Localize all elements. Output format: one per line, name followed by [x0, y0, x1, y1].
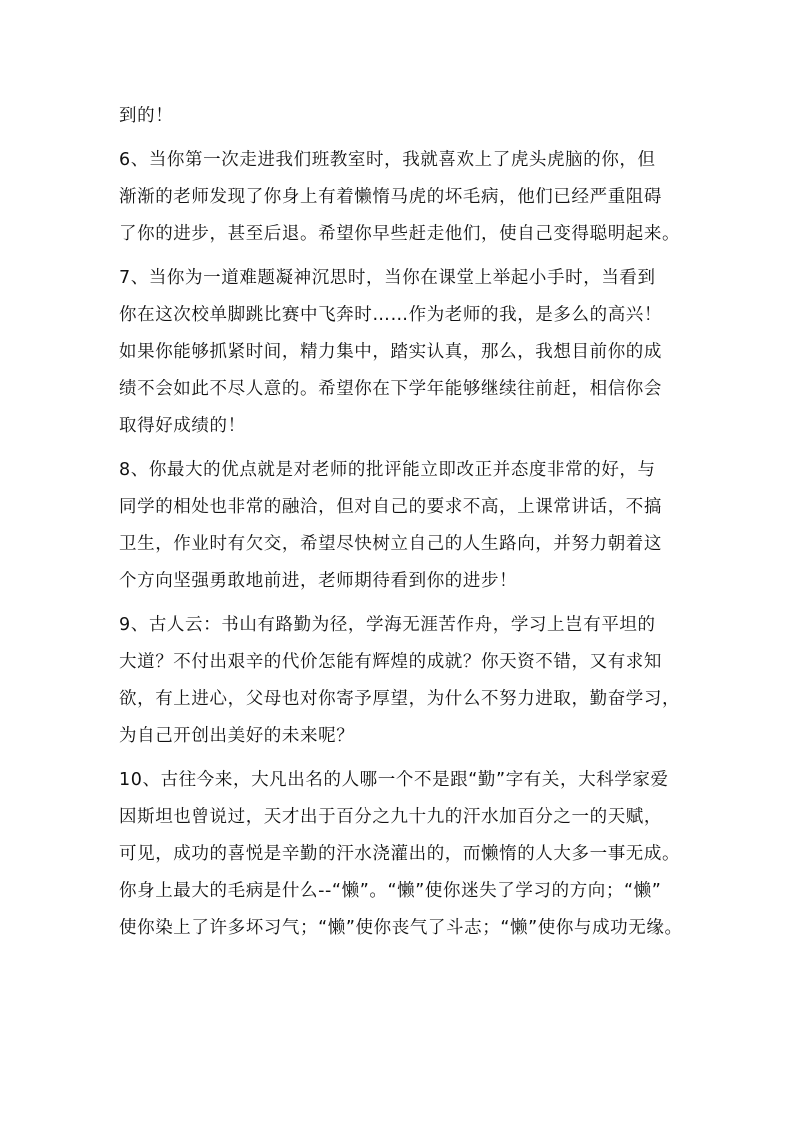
text-line: 取得好成绩的！: [119, 416, 246, 436]
text-line: 使你染上了许多坏习气；“懒”使你丧气了斗志；“懒”使你与成功无缘。: [119, 918, 683, 938]
text-line: 8、你最大的优点就是对老师的批评能立即改正并态度非常的好，与: [119, 460, 656, 480]
text-line: 了你的进步，甚至后退。希望你早些赶走他们，使自己变得聪明起来。: [119, 224, 681, 244]
text-line: 到的！: [119, 106, 174, 126]
text-line: 因斯坦也曾说过，天才出于百分之九十九的汗水加百分之一的天赋，: [119, 807, 662, 827]
text-line: 你在这次校单脚跳比赛中飞奔时……作为老师的我，是多么的高兴！: [119, 305, 662, 325]
document-body: [119, 98, 683, 947]
text-line: 你身上最大的毛病是什么--“懒”。“懒”使你迷失了学习的方向；“懒”: [119, 881, 662, 901]
text-line: 同学的相处也非常的融洽，但对自己的要求不高，上课常讲话，不搞: [119, 497, 662, 517]
text-line: 个方向坚强勇敢地前进，老师期待看到你的进步！: [119, 571, 518, 591]
text-line: 卫生，作业时有欠交，希望尽快树立自己的人生路向，并努力朝着这: [119, 534, 662, 554]
text-line: 渐渐的老师发现了你身上有着懒惰马虎的坏毛病，他们已经严重阻碍: [119, 187, 662, 207]
text-line: 9、古人云：书山有路勤为径，学海无涯苦作舟，学习上岂有平坦的: [119, 615, 656, 635]
text-line: 绩不会如此不尽人意的。希望你在下学年能够继续往前赶，相信你会: [119, 379, 662, 399]
paragraph-comment-10: [119, 762, 683, 947]
paragraph-comment-9: [119, 607, 679, 755]
paragraph-comment-6: [119, 142, 679, 253]
text-line: 大道？不付出艰辛的代价怎能有辉煌的成就？你天资不错，又有求知: [119, 652, 662, 672]
text-line: 6、当你第一次走进我们班教室时，我就喜欢上了虎头虎脑的你，但: [119, 150, 656, 170]
paragraph-continuation: [119, 98, 679, 135]
text-line: 可见，成功的喜悦是辛勤的汗水浇灌出的，而懒惰的人大多一事无成。: [119, 844, 681, 864]
text-line: 为自己开创出美好的未来呢？: [119, 726, 355, 746]
text-line: 如果你能够抓紧时间，精力集中，踏实认真，那么，我想目前你的成: [119, 342, 662, 362]
text-line: 10、古往今来，大凡出名的人哪一个不是跟“勤”字有关，大科学家爱: [119, 770, 669, 790]
paragraph-comment-7: [119, 260, 679, 445]
paragraph-comment-8: [119, 452, 679, 600]
text-line: 欲，有上进心，父母也对你寄予厚望，为什么不努力进取，勤奋学习，: [119, 689, 681, 709]
text-line: 7、当你为一道难题凝神沉思时，当你在课堂上举起小手时，当看到: [119, 268, 656, 288]
